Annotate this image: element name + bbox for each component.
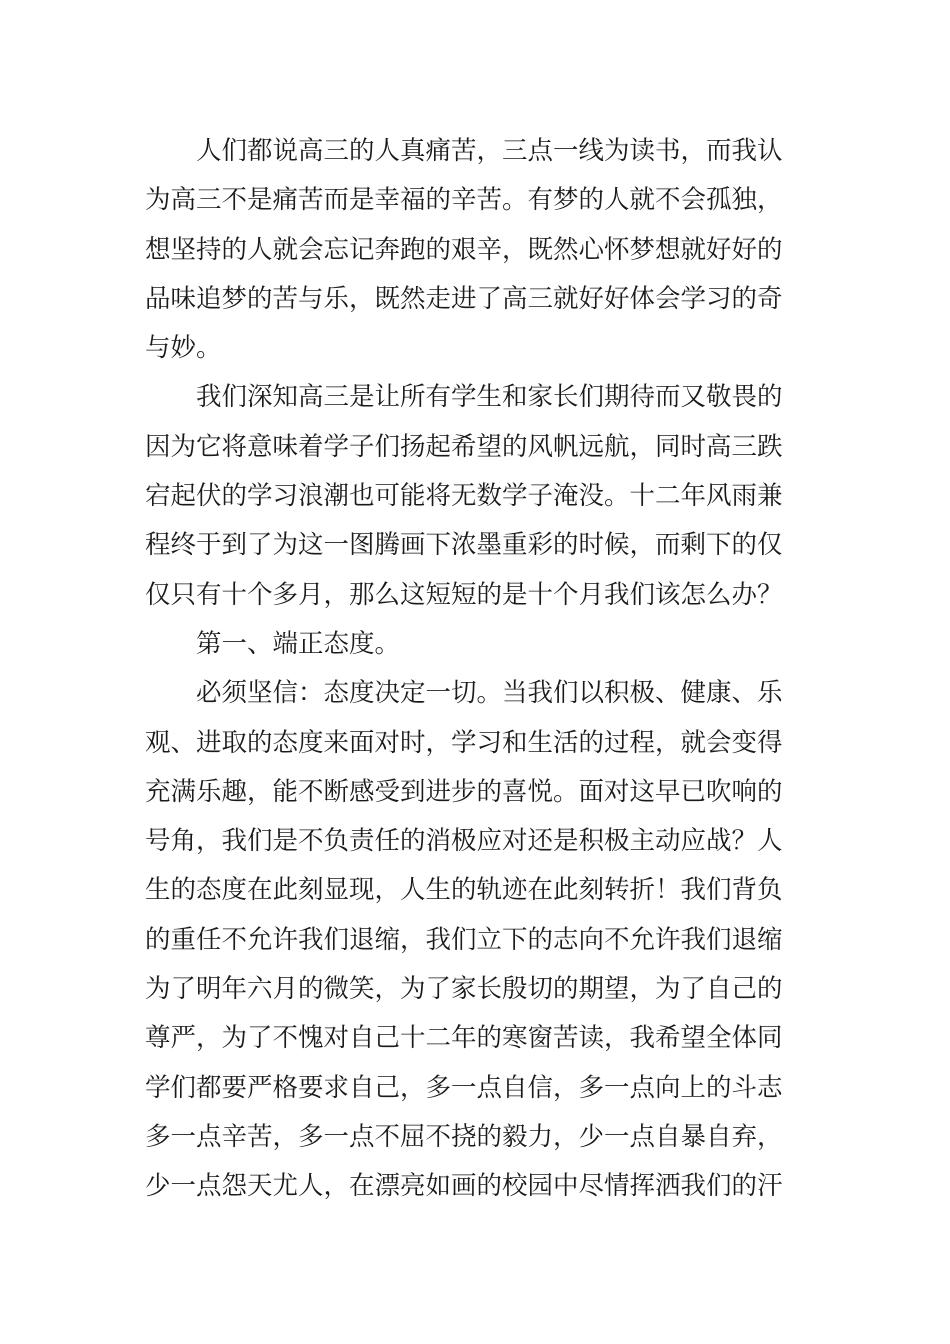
text-line: 我们深知高三是让所有学生和家长们期待而又敬畏的	[196, 382, 783, 413]
text-line: 号角，我们是不负责任的消极应对还是积极主动应战？人	[145, 826, 783, 857]
text-line: 尊严，为了不愧对自己十二年的寒窗苦读，我希望全体同	[145, 1023, 783, 1054]
text-line: 的重任不允许我们退缩，我们立下的志向不允许我们退缩	[145, 924, 783, 955]
text-line: 必须坚信：态度决定一切。当我们以积极、健康、乐	[196, 678, 783, 709]
text-line: 程终于到了为这一图腾画下浓墨重彩的时候，而剩下的仅	[145, 530, 783, 561]
text-line: 想坚持的人就会忘记奔跑的艰辛，既然心怀梦想就好好的	[145, 234, 783, 265]
text-line: 生的态度在此刻显现，人生的轨迹在此刻转折！我们背负	[145, 875, 783, 906]
text-line: 充满乐趣，能不断感受到进步的喜悦。面对这早已吹响的	[145, 776, 783, 807]
text-line: 观、进取的态度来面对时，学习和生活的过程，就会变得	[145, 727, 783, 758]
text-line: 学们都要严格要求自己，多一点自信，多一点向上的斗志	[145, 1072, 783, 1103]
text-line: 仅只有十个多月，那么这短短的是十个月我们该怎么办？	[145, 579, 783, 610]
text-line: 人们都说高三的人真痛苦，三点一线为读书，而我认	[196, 136, 783, 166]
document-body	[145, 127, 810, 1212]
text-line: 第一、端正态度。	[196, 628, 401, 659]
text-line: 多一点辛苦，多一点不屈不挠的毅力，少一点自暴自弃，	[145, 1121, 783, 1152]
text-line: 为了明年六月的微笑，为了家长殷切的期望，为了自己的	[145, 974, 783, 1005]
text-line: 因为它将意味着学子们扬起希望的风帆远航，同时高三跌	[145, 431, 783, 462]
text-line: 宕起伏的学习浪潮也可能将无数学子淹没。十二年风雨兼	[145, 481, 783, 512]
text-line: 与妙。	[145, 333, 222, 364]
text-line: 为高三不是痛苦而是幸福的辛苦。有梦的人就不会孤独，	[145, 185, 783, 216]
text-line: 品味追梦的苦与乐，既然走进了高三就好好体会学习的奇	[145, 283, 783, 314]
text-line: 少一点怨天尤人，在漂亮如画的校园中尽情挥洒我们的汗	[145, 1171, 783, 1202]
